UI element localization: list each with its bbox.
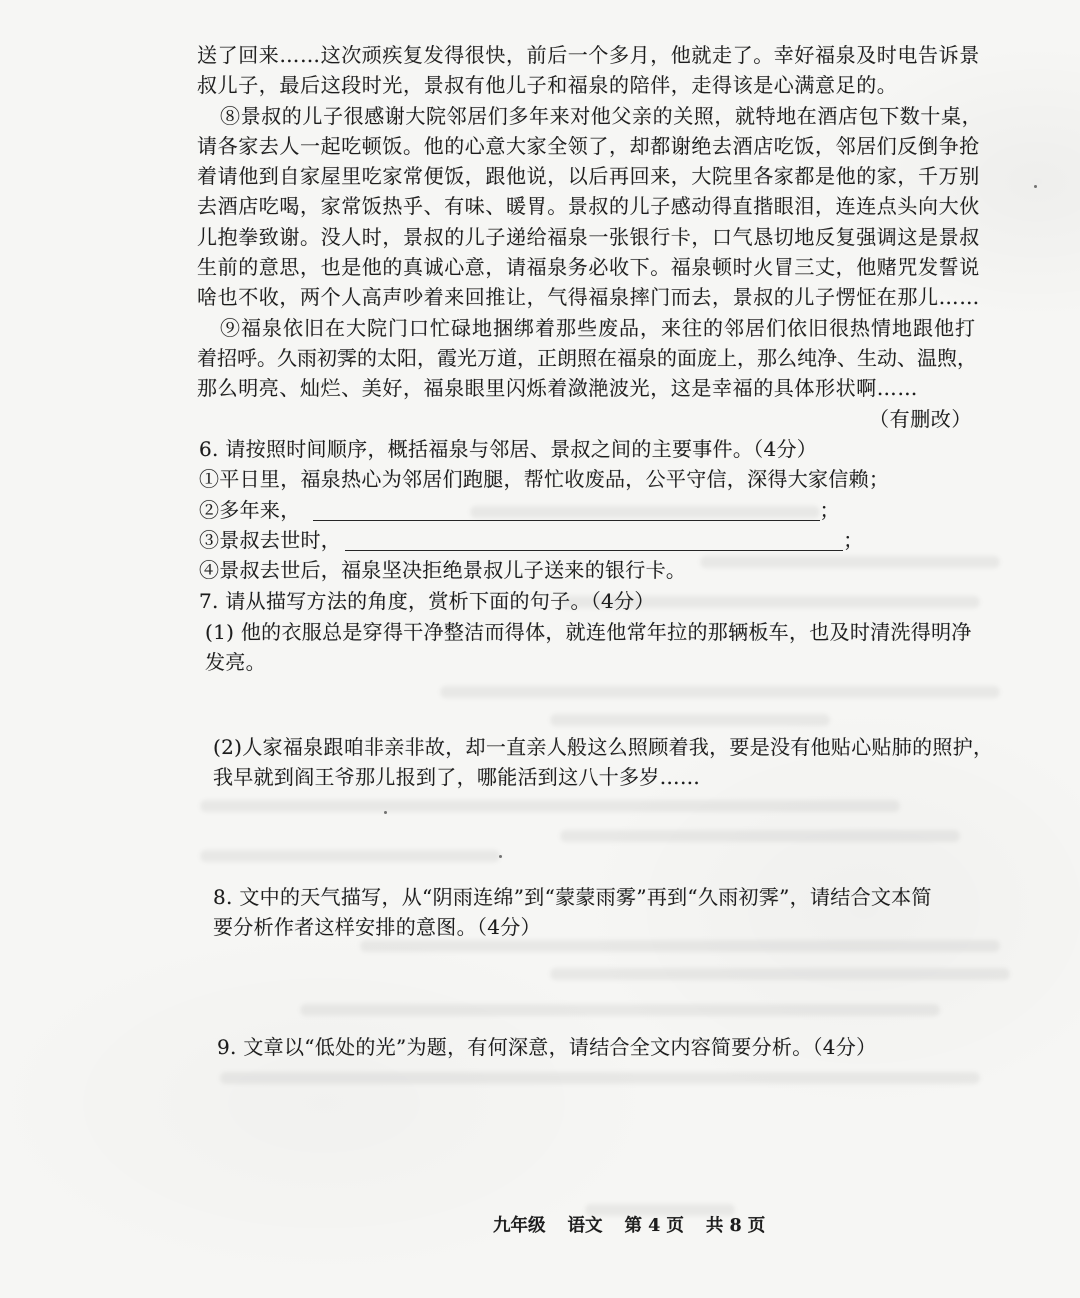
- answer-blank: [345, 532, 843, 551]
- question-stem: 9. 文章以“低处的光”为题，有何深意，请结合全文内容简要分析。（4分）: [217, 1035, 877, 1059]
- source-note: （有删改）: [869, 406, 972, 431]
- passage-line: 生前的意思，也是他的真诚心意，请福泉务必收下。福泉顿时火冒三丈，他赌咒发誓说: [197, 255, 980, 280]
- bleed-through-mark: [550, 968, 1010, 980]
- passage-line: 叔儿子，最后这段时光，景叔有他儿子和福泉的陪伴，走得该是心满意足的。: [197, 73, 898, 98]
- bleed-through-mark: [220, 1072, 980, 1084]
- footer-grade: 九年级: [493, 1216, 546, 1236]
- event-item: [199, 495, 889, 525]
- passage-line: 着招呼。久雨初霁的太阳，霞光万道，正朗照在福泉的面庞上，那么纯净、生动、温煦，: [197, 345, 977, 370]
- event-item: [199, 525, 889, 555]
- question-8: [213, 882, 932, 943]
- passage-line: 那么明亮、灿烂、美好，福泉眼里闪烁着潋滟波光，这是幸福的具体形状啊……: [197, 376, 918, 401]
- event-suffix: ；: [843, 527, 864, 552]
- passage-line: 啥也不收，两个人高声吵着来回推让，气得福泉摔门而去，景叔的儿子愣怔在那儿……: [197, 285, 980, 310]
- footer-subject: 语文: [567, 1216, 603, 1236]
- event-suffix: ；: [819, 497, 840, 522]
- question-7: [199, 586, 655, 616]
- scan-speck: [1034, 185, 1037, 188]
- passage-line: 儿抱拳致谢。没人时，景叔的儿子递给福泉一张银行卡，口气恳切地反复强调这是景叔: [197, 224, 980, 249]
- passage-line: ⑨福泉依旧在大院门口忙碌地捆绑着那些废品，来往的邻居们依旧很热情地跟他打: [220, 315, 976, 340]
- reading-passage: [197, 40, 983, 434]
- event-prefix: ②多年来，: [199, 497, 301, 522]
- bleed-through-mark: [200, 850, 500, 862]
- bleed-through-mark: [300, 1004, 940, 1016]
- passage-line: 着请他到自家屋里吃家常便饭，跟他说，以后再回来，大院里各家都是他的家，千万别: [197, 164, 980, 189]
- question-7-sentence-2: [213, 732, 993, 793]
- answer-blank: [313, 502, 820, 521]
- question-7-sentence-1: [205, 617, 972, 678]
- question-stem: 6. 请按照时间顺序，概括福泉与邻居、景叔之间的主要事件。（4分）: [199, 437, 818, 461]
- question-stem: 要分析作者这样安排的意图。（4分）: [213, 915, 541, 940]
- question-9: [217, 1032, 876, 1062]
- event-item: ①平日里，福泉热心为邻居们跑腿，帮忙收废品，公平守信，深得大家信赖；: [199, 467, 890, 492]
- quoted-sentence-line: (1) 他的衣服总是穿得干净整洁而得体，就连他常年拉的那辆板车，也及时清洗得明净: [205, 620, 972, 644]
- quoted-sentence-line: 发亮。: [205, 650, 266, 675]
- bleed-through-mark: [560, 830, 960, 842]
- question-6: [199, 434, 889, 585]
- quoted-sentence-line: (2)人家福泉跟咱非亲非故，却一直亲人般这么照顾着我，要是没有他贴心贴肺的照护，: [213, 735, 994, 759]
- footer-page-number: 第 4 页: [624, 1216, 684, 1236]
- passage-line: 去酒店吃喝，家常饭热乎、有味、暖胃。景叔的儿子感动得直揩眼泪，连连点头向大伙: [197, 194, 980, 219]
- scan-speck: [384, 811, 387, 814]
- page-footer: [493, 1213, 765, 1239]
- event-item: ④景叔去世后，福泉坚决拒绝景叔儿子送来的银行卡。: [199, 558, 687, 583]
- passage-line: 请各家去人一起吃顿饭。他的心意大家全领了，却都谢绝去酒店吃饭，邻居们反倒争抢: [197, 133, 980, 158]
- bleed-through-mark: [200, 800, 900, 812]
- question-stem: 8. 文中的天气描写，从“阴雨连绵”到“蒙蒙雨雾”再到“久雨初霁”，请结合文本简: [213, 885, 932, 909]
- footer-page-total: 共 8 页: [705, 1216, 766, 1236]
- passage-line: 送了回来……这次顽疾复发得很快，前后一个多月，他就走了。幸好福泉及时电告诉景: [197, 43, 980, 67]
- passage-line: ⑧景叔的儿子很感谢大院邻居们多年来对他父亲的关照，就特地在酒店包下数十桌，: [220, 103, 983, 128]
- scan-speck: [499, 855, 502, 858]
- bleed-through-mark: [440, 686, 1000, 698]
- event-prefix: ③景叔去世时，: [199, 527, 342, 552]
- bleed-through-mark: [550, 714, 830, 726]
- question-stem: 7. 请从描写方法的角度，赏析下面的句子。（4分）: [199, 589, 655, 613]
- quoted-sentence-line: 我早就到阎王爷那儿报到了，哪能活到这八十多岁……: [213, 765, 701, 790]
